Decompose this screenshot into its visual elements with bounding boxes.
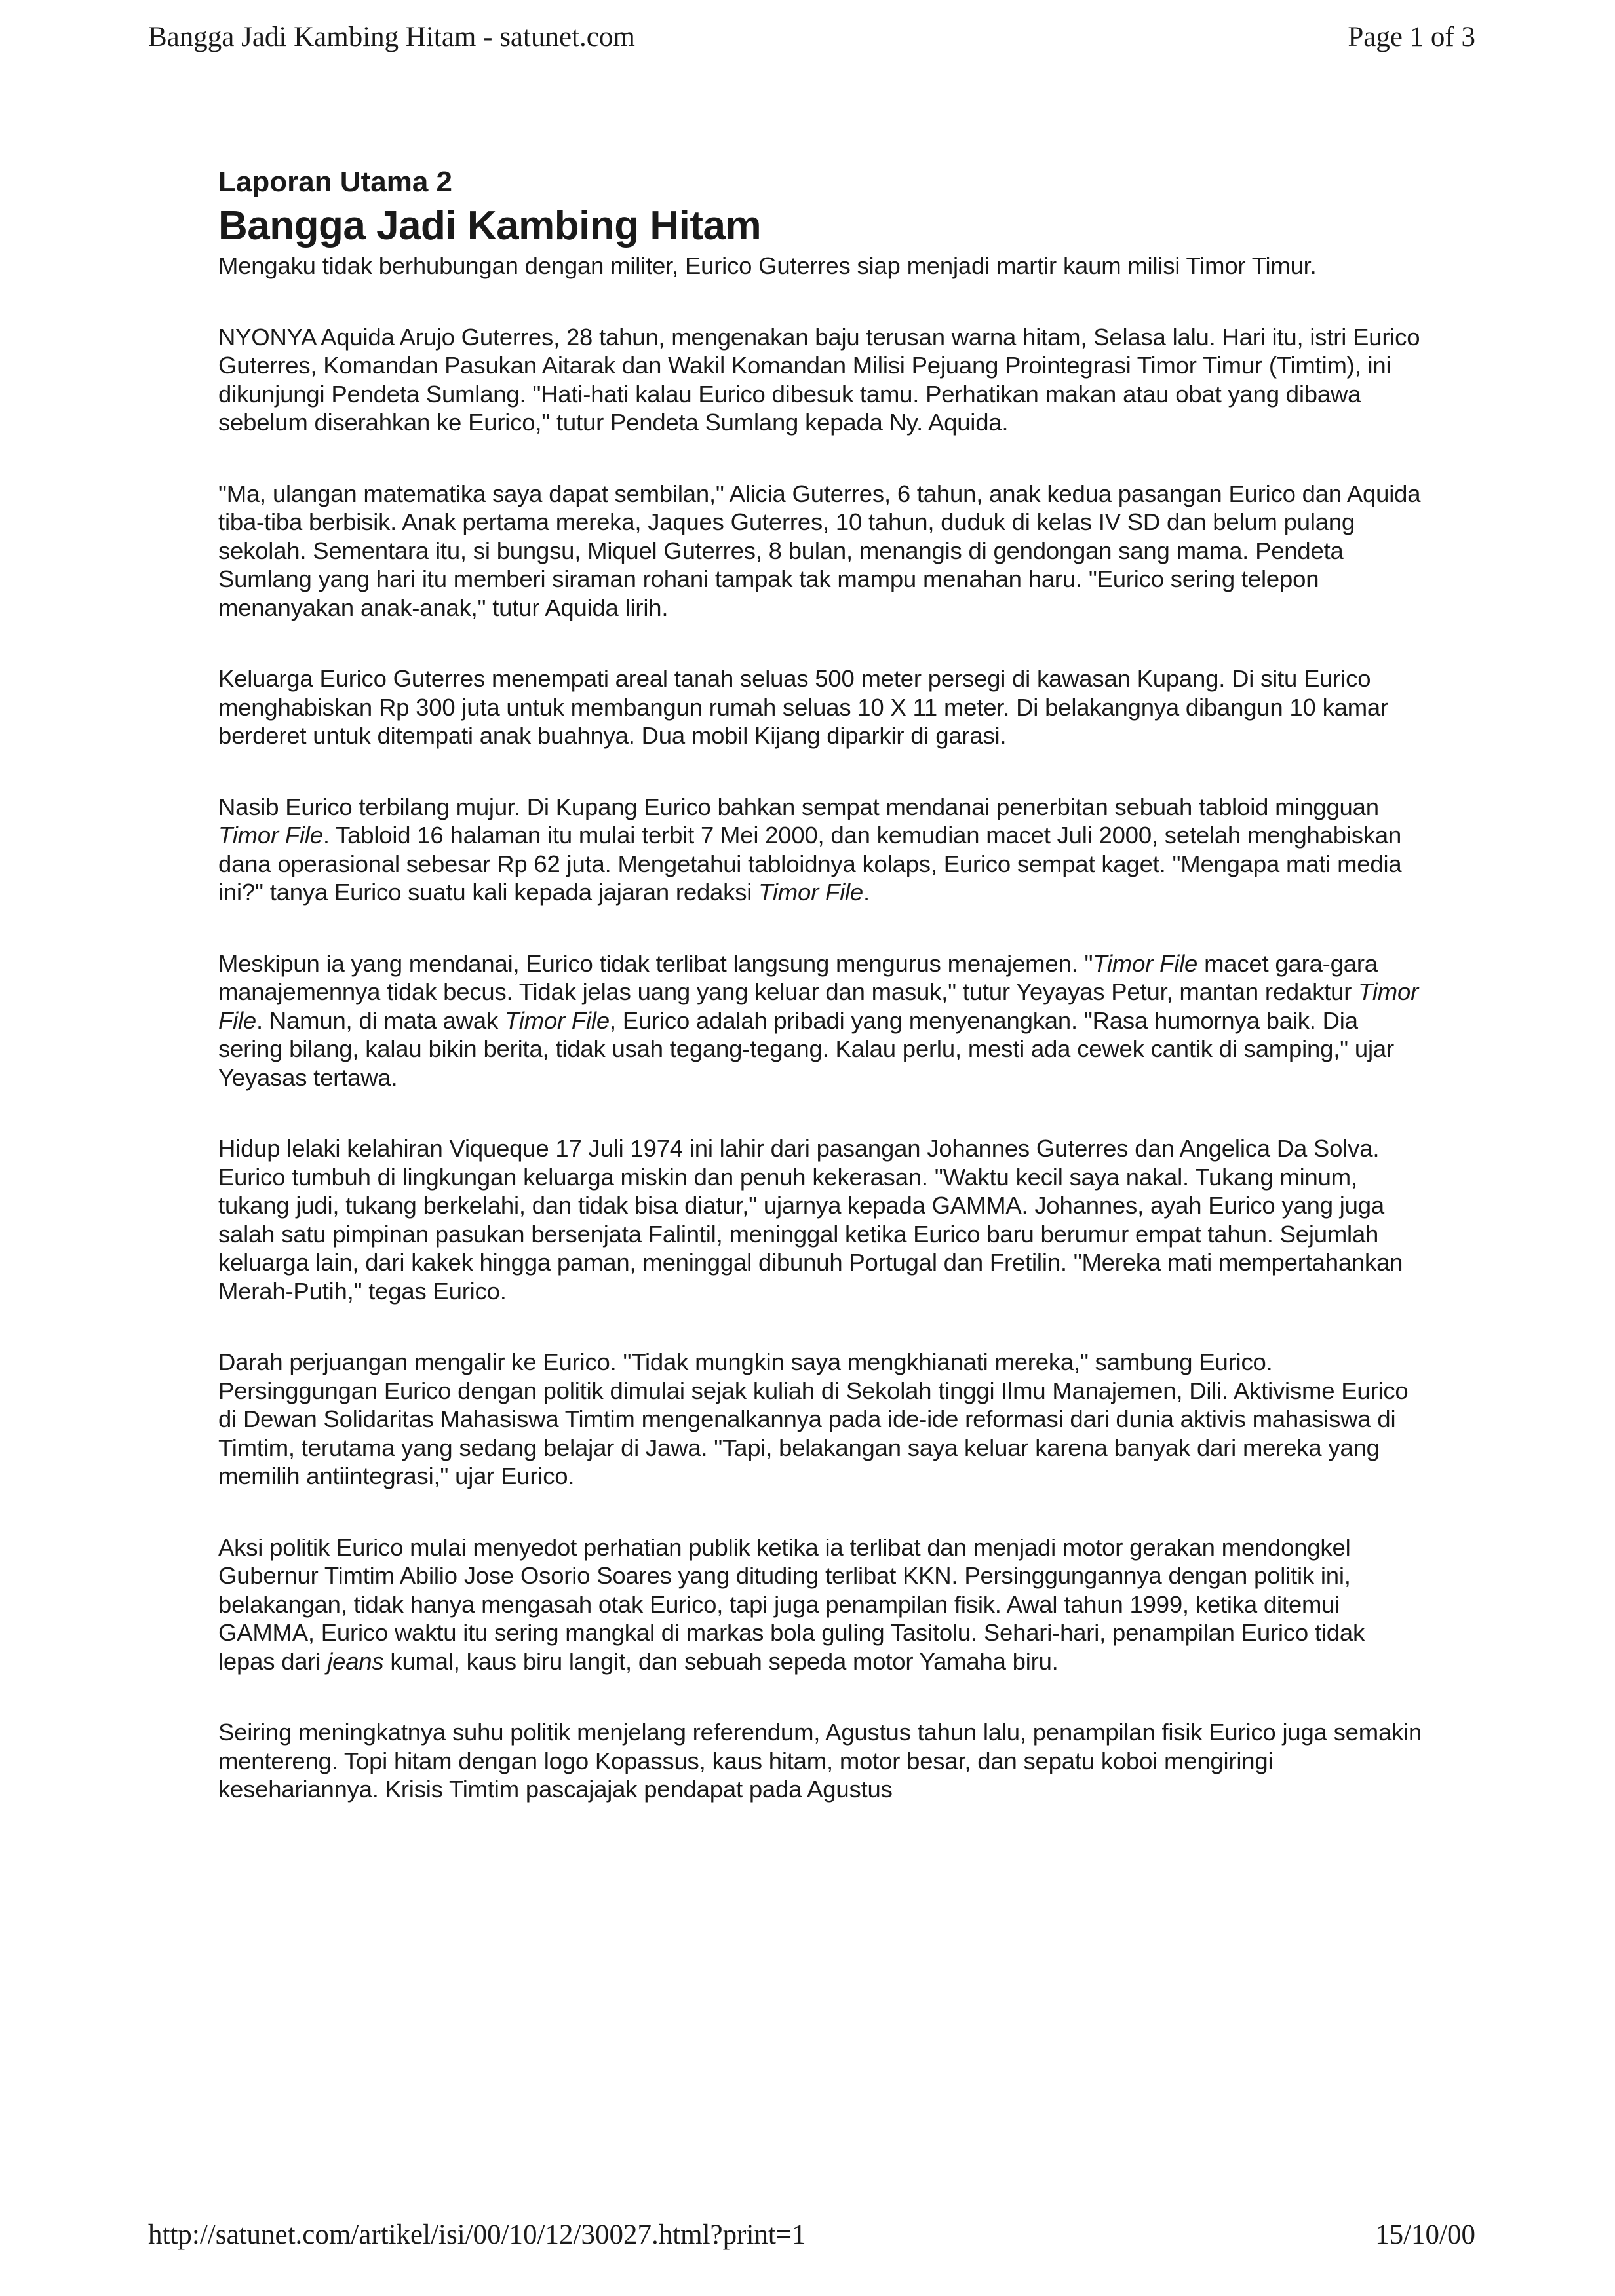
article xyxy=(218,164,1424,1846)
text-run: , Eurico adalah pribadi yang menyenangkan. "Rasa humornya baik. Dia sering bilang, kalau bikin berita, tidak usah tegang-tegang. Kalau perlu, mesti ada cewek cantik di samping," ujar Yeyasas tertawa. xyxy=(218,1006,1394,1091)
article-title: Bangga Jadi Kambing Hitam xyxy=(218,203,762,248)
paragraph-9: Seiring meningkatnya suhu politik menjelang referendum, Agustus tahun lalu, penampilan fisik Eurico juga semakin mentereng. Topi hitam dengan logo Kopassus, kaus hitam, motor besar, dan sepatu koboi mengiringi kesehariannya. Krisis Timtim pascajajak pendapat pada Agustus xyxy=(218,1719,1422,1803)
publication-name: Timor File xyxy=(1093,949,1198,977)
text-run: . Tabloid 16 halaman itu mulai terbit 7 Mei 2000, dan kemudian macet Juli 2000, setelah menghabiskan dana operasional sebesar Rp 62 juta. Mengetahui tabloidnya kolaps, Eurico sempat kaget. "Mengapa mati media ini?" tanya Eurico suatu kali kepada jajaran redaksi xyxy=(218,822,1402,906)
text-run: Aksi politik Eurico mulai menyedot perhatian publik ketika ia terlibat dan menjadi motor gerakan mendongkel Gubernur Timtim Abilio Jose Osorio Soares yang dituding terlibat KKN. Persinggungannya dengan politik ini, belakangan, tidak hanya mengasah otak Eurico, tapi juga penampilan fisik. Awal tahun 1999, ketika ditemui GAMMA, Eurico waktu itu sering mangkal di markas bola guling Tasitolu. Sehari-hari, penampilan Eurico tidak lepas dari xyxy=(218,1533,1365,1675)
text-run: Nasib Eurico terbilang mujur. Di Kupang Eurico bahkan sempat mendanai penerbitan sebuah tabloid mingguan xyxy=(218,793,1379,820)
paragraph-5 xyxy=(218,949,1424,1092)
print-date: 15/10/00 xyxy=(1375,2219,1475,2250)
text-run: kumal, kaus biru langit, dan sebuah sepeda motor Yamaha biru. xyxy=(383,1647,1059,1675)
page-title: Bangga Jadi Kambing Hitam - satunet.com xyxy=(148,22,635,52)
paragraph-3: Keluarga Eurico Guterres menempati areal tanah seluas 500 meter persegi di kawasan Kupang. Di situ Eurico menghabiskan Rp 300 juta untuk membangun rumah seluas 10 X 11 meter. Di belakangnya dibangun 10 kamar berderet untuk ditempati anak buahnya. Dua mobil Kijang diparkir di garasi. xyxy=(218,665,1388,749)
paragraph-7: Darah perjuangan mengalir ke Eurico. "Tidak mungkin saya mengkhianati mereka," sambung Eurico. Persinggungan Eurico dengan politik dimulai sejak kuliah di Sekolah tinggi Ilmu Manajemen, Dili. Aktivisme Eurico di Dewan Solidaritas Mahasiswa Timtim mengenalkannya pada ide-ide reformasi dari dunia aktivis mahasiswa di Timtim, terutama yang sedang belajar di Jawa. "Tapi, belakangan saya keluar karena banyak dari mereka yang memilih antiintegrasi," ujar Eurico. xyxy=(218,1349,1409,1489)
paragraph-2: "Ma, ulangan matematika saya dapat sembilan," Alicia Guterres, 6 tahun, anak kedua pasangan Eurico dan Aquida tiba-tiba berbisik. Anak pertama mereka, Jaques Guterres, 10 tahun, duduk di kelas IV SD dan belum pulang sekolah. Sementara itu, si bungsu, Miquel Guterres, 8 bulan, menangis di gendongan sang mama. Pendeta Sumlang yang hari itu memberi siraman rohani tampak tak mampu menahan haru. "Eurico sering telepon menanyakan anak-anak," tutur Aquida lirih. xyxy=(218,480,1421,621)
emphasis: jeans xyxy=(327,1647,384,1675)
paragraph-8 xyxy=(218,1533,1424,1676)
article-lead: Mengaku tidak berhubungan dengan militer, Eurico Guterres siap menjadi martir kaum milisi Timor Timur. xyxy=(218,252,1317,279)
page-url: http://satunet.com/artikel/isi/00/10/12/30027.html?print=1 xyxy=(148,2219,806,2250)
text-run: macet gara-gara manajemennya tidak becus. Tidak jelas uang yang keluar dan masuk," tutur Yeyayas Petur, mantan redaktur xyxy=(218,949,1378,1005)
article-kicker: Laporan Utama 2 xyxy=(218,166,452,198)
publication-name: Timor File xyxy=(218,978,1419,1034)
page-number: Page 1 of 3 xyxy=(1348,22,1475,52)
publication-name: Timor File xyxy=(758,879,863,906)
publication-name: Timor File xyxy=(505,1006,610,1034)
text-run: Meskipun ia yang mendanai, Eurico tidak terlibat langsung mengurus menajemen. " xyxy=(218,949,1093,977)
paragraph-6: Hidup lelaki kelahiran Viqueque 17 Juli 1974 ini lahir dari pasangan Johannes Guterres dan Angelica Da Solva. Eurico tumbuh di lingkungan keluarga miskin dan penuh kekerasan. "Waktu kecil saya nakal. Tukang minum, tukang judi, tukang berkelahi, dan tidak bisa diatur," ujarnya kepada GAMMA. Johannes, ayah Eurico yang juga salah satu pimpinan pasukan bersenjata Falintil, meninggal ketika Eurico baru berumur empat tahun. Sejumlah keluarga lain, dari kakek hingga paman, meninggal dibunuh Portugal dan Fretilin. "Mereka mati mempertahankan Merah-Putih," tegas Eurico. xyxy=(218,1135,1403,1305)
text-run: . Namun, di mata awak xyxy=(256,1006,505,1034)
publication-name: Timor File xyxy=(218,822,323,849)
text-run: . xyxy=(863,879,870,906)
paragraph-1: NYONYA Aquida Arujo Guterres, 28 tahun, mengenakan baju terusan warna hitam, Selasa lalu. Hari itu, istri Eurico Guterres, Komandan Pasukan Aitarak dan Wakil Komandan Milisi Pejuang Prointegrasi Timor Timur (Timtim), ini dikunjungi Pendeta Sumlang. "Hati-hati kalau Eurico dibesuk tamu. Perhatikan makan atau obat yang dibawa sebelum diserahkan ke Eurico," tutur Pendeta Sumlang kepada Ny. Aquida. xyxy=(218,323,1420,436)
paragraph-4 xyxy=(218,793,1424,907)
